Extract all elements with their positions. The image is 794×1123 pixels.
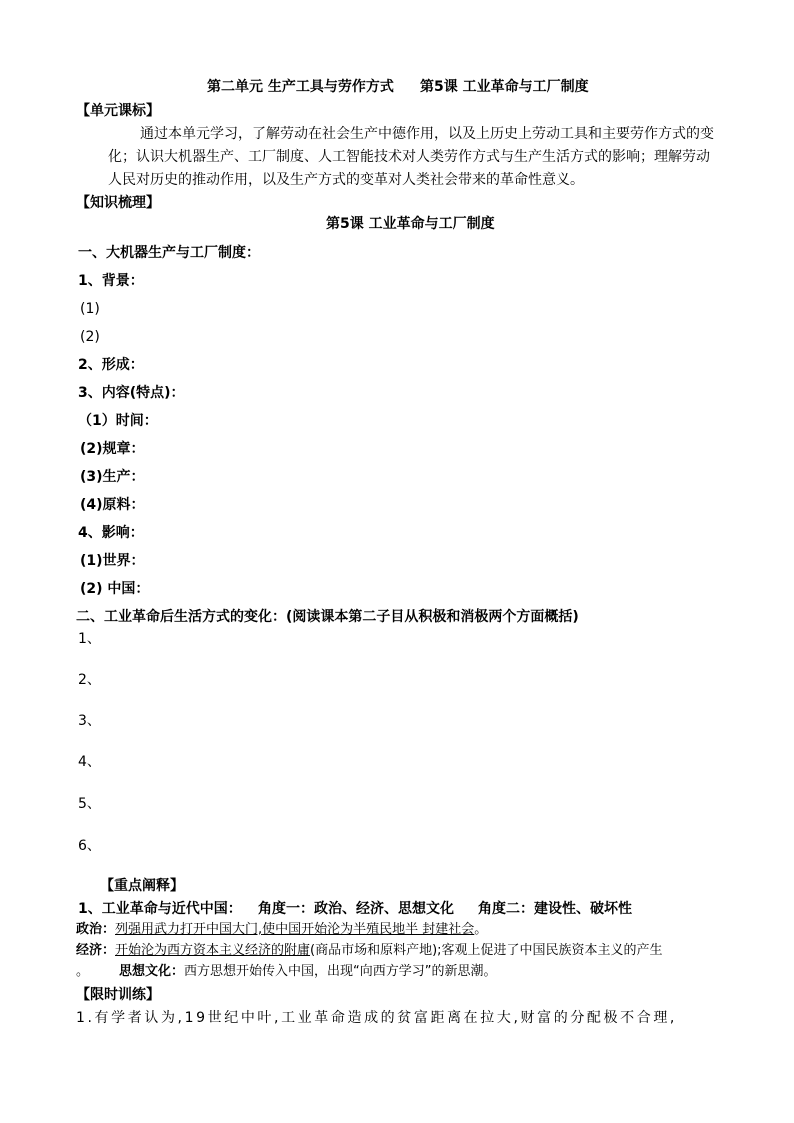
unit-standard-line3: 人民对历史的推动作用，以及生产方式的变革对人类社会带来的革命性意义。 (108, 172, 584, 188)
focus-heading: 【重点阐释】 (100, 878, 184, 894)
item-world: (1)世界： (80, 553, 145, 569)
economy-text2: (商品市场和原料产地);客观上促进了中国民族资本主义的产生 (310, 943, 663, 958)
politics-text2: 使中国开始沦为半殖民地半 封建社会 (262, 922, 475, 937)
answer-number-4: 4、 (78, 754, 101, 770)
culture-lead: 。 (76, 964, 90, 979)
focus-line1-angle1: 角度一：政治、经济、思想文化 (258, 901, 454, 917)
item-materials: (4)原料： (80, 497, 145, 513)
item-impact: 4、影响： (78, 525, 144, 541)
item-background-1: (1) (80, 301, 100, 317)
lesson-title: 第5课 工业革命与工厂制度 (326, 216, 495, 232)
lesson-title-header: 第5课 工业革命与工厂制度 (420, 79, 589, 95)
drill-question-1: 1.有学者认为,19世纪中叶,工业革命造成的贫富距离在拉大,财富的分配极不合理, (76, 1010, 677, 1026)
item-background: 1、背景： (78, 273, 144, 289)
culture-text: 西方思想开始传入中国，出现“向西方学习”的新思潮。 (184, 964, 497, 979)
economy-line (76, 942, 663, 960)
section1-title: 一、大机器生产与工厂制度： (78, 245, 260, 261)
item-china: (2) 中国： (80, 581, 150, 597)
economy-label: 经济： (76, 943, 116, 958)
focus-line1-topic: 1、工业革命与近代中国： (78, 901, 242, 917)
politics-end: 。 (474, 922, 488, 937)
unit-standard-line2: 化；认识大机器生产、工厂制度、人工智能技术对人类劳作方式与生产生活方式的影响；理解劳动 (108, 149, 710, 165)
item-time: （1）时间： (78, 413, 158, 429)
answer-number-1: 1、 (78, 631, 101, 647)
knowledge-heading: 【知识梳理】 (76, 195, 160, 211)
unit-standard-heading: 【单元课标】 (76, 103, 160, 119)
unit-standard-line1: 通过本单元学习，了解劳动在社会生产中德作用，以及上历史上劳动工具和主要劳作方式的变 (140, 126, 714, 142)
culture-line (76, 963, 497, 981)
politics-line (76, 921, 487, 939)
unit-title: 第二单元 生产工具与劳作方式 (207, 79, 394, 95)
focus-line1-angle2: 角度二：建设性、破坏性 (478, 901, 632, 917)
politics-text1: 列强用武力打开中国大门, (115, 922, 263, 937)
item-rules: (2)规章： (80, 441, 145, 457)
item-background-2: (2) (80, 329, 100, 345)
economy-text1: 开始沦为西方资本主义经济的附庸 (115, 943, 311, 958)
answer-number-3: 3、 (78, 713, 101, 729)
answer-number-5: 5、 (78, 796, 101, 812)
answer-number-6: 6、 (78, 838, 101, 854)
item-content: 3、内容(特点)： (78, 385, 185, 401)
culture-label: 思想文化： (119, 964, 185, 979)
drill-heading: 【限时训练】 (76, 987, 160, 1003)
answer-number-2: 2、 (78, 672, 101, 688)
item-formation: 2、形成： (78, 357, 144, 373)
item-production: (3)生产： (80, 469, 145, 485)
politics-label: 政治： (76, 922, 116, 937)
section2-title: 二、工业革命后生活方式的变化：(阅读课本第二子目从积极和消极两个方面概括) (76, 609, 579, 625)
